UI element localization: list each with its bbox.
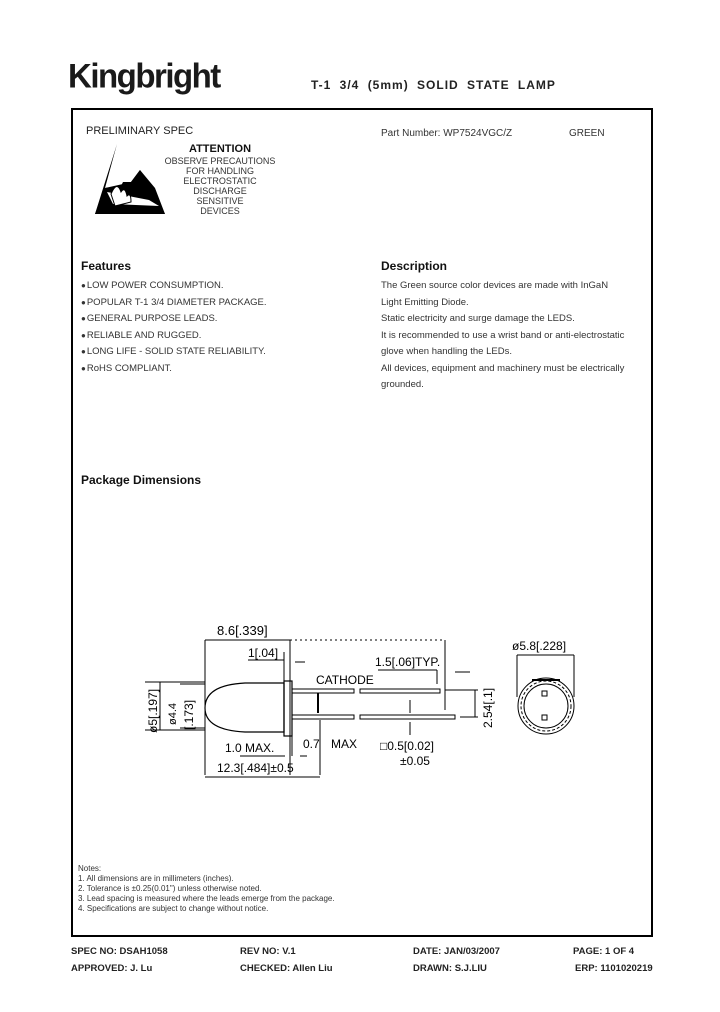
esd-warning-icon [93, 142, 167, 216]
note-item: 3. Lead spacing is measured where the leads emerge from the package. [78, 894, 335, 903]
feature-item: ● POPULAR T-1 3/4 DIAMETER PACKAGE. [81, 295, 267, 312]
dim-max-1: 1.0 MAX. [225, 741, 275, 755]
attention-line: OBSERVE PRECAUTIONS [164, 156, 276, 166]
attention-line: DEVICES [200, 206, 240, 216]
datasheet-frame [71, 108, 653, 937]
feature-item: ● RELIABLE AND RUGGED. [81, 328, 267, 345]
description-line: Light Emitting Diode. [381, 296, 469, 308]
dim-max-word: MAX [331, 737, 358, 751]
document-title: T-1 3/4 (5mm) SOLID STATE LAMP [311, 78, 556, 92]
description-heading: Description [381, 259, 448, 273]
features-list [81, 278, 267, 377]
dim-body-length: 8.6[.339] [217, 623, 268, 638]
package-dimensions-heading: Package Dimensions [81, 473, 202, 487]
cathode-label: CATHODE [316, 673, 374, 687]
attention-heading: ATTENTION [188, 143, 252, 155]
checked-by: CHECKED: Allen Liu [240, 963, 333, 974]
revision-number: REV NO: V.1 [240, 946, 296, 957]
note-item: 2. Tolerance is ±0.25(0.01") unless otherwise noted. [78, 884, 262, 893]
attention-line: FOR HANDLING [185, 166, 254, 176]
description-text [381, 278, 646, 394]
package-dimension-drawing [140, 610, 600, 800]
description-line: The Green source color devices are made with InGaN [381, 280, 609, 291]
feature-item: ● LOW POWER CONSUMPTION. [81, 278, 267, 295]
description-line: Static electricity and surge damage the LEDS. [381, 313, 575, 324]
attention-line: DISCHARGE [193, 186, 247, 196]
erp-number: ERP: 1101020219 [575, 963, 653, 974]
features-heading: Features [81, 259, 132, 273]
drawn-by: DRAWN: S.J.LIU [413, 963, 487, 974]
note-item: 1. All dimensions are in millimeters (inches). [78, 874, 234, 883]
notes-block [78, 864, 335, 914]
dim-lead-pitch: 2.54[.1] [481, 687, 495, 728]
dim-lead-square: □0.5[0.02] [380, 739, 434, 753]
feature-item: ● RoHS COMPLIANT. [81, 361, 267, 378]
spec-number: SPEC NO: DSAH1058 [71, 946, 168, 957]
emitting-color: GREEN [569, 128, 605, 139]
approved-by: APPROVED: J. Lu [71, 963, 153, 974]
dim-inner-diameter: ø4.4 [167, 702, 179, 725]
description-line: It is recommended to use a wrist band or anti-electrostatic [381, 329, 625, 341]
description-line: All devices, equipment and machinery must be electrically [381, 362, 625, 374]
dim-flange-diameter: ø5.8[.228] [512, 639, 567, 653]
part-number: Part Number: WP7524VGC/Z [381, 128, 513, 139]
document-date: DATE: JAN/03/2007 [413, 946, 500, 957]
dim-lead-extension: 1.5[.06]TYP. [375, 655, 441, 669]
notes-title: Notes: [78, 864, 102, 873]
kingbright-logo: Kingbright [68, 56, 220, 95]
dim-flange: 1[.04] [248, 646, 279, 660]
feature-item: ● LONG LIFE - SOLID STATE RELIABILITY. [81, 344, 267, 361]
page-number: PAGE: 1 OF 4 [573, 946, 635, 957]
preliminary-spec-label: PRELIMINARY SPEC [86, 125, 194, 137]
dim-outer-diameter: ø5[.197] [146, 688, 160, 733]
description-line: grounded. [381, 379, 424, 390]
dim-inner-diameter-in: [.173] [182, 699, 196, 730]
note-item: 4. Specifications are subject to change without notice. [78, 904, 269, 913]
description-line: glove when handling the LEDs. [381, 346, 512, 357]
dim-max-07: 0.7 [303, 737, 320, 751]
feature-item: ● GENERAL PURPOSE LEADS. [81, 311, 267, 328]
dim-lead-tolerance: ±0.05 [400, 754, 430, 768]
esd-attention-notice [160, 143, 280, 216]
dim-total-length: 12.3[.484]±0.5 [217, 761, 294, 775]
attention-line: ELECTROSTATIC [183, 176, 257, 186]
attention-line: SENSITIVE [196, 196, 244, 206]
